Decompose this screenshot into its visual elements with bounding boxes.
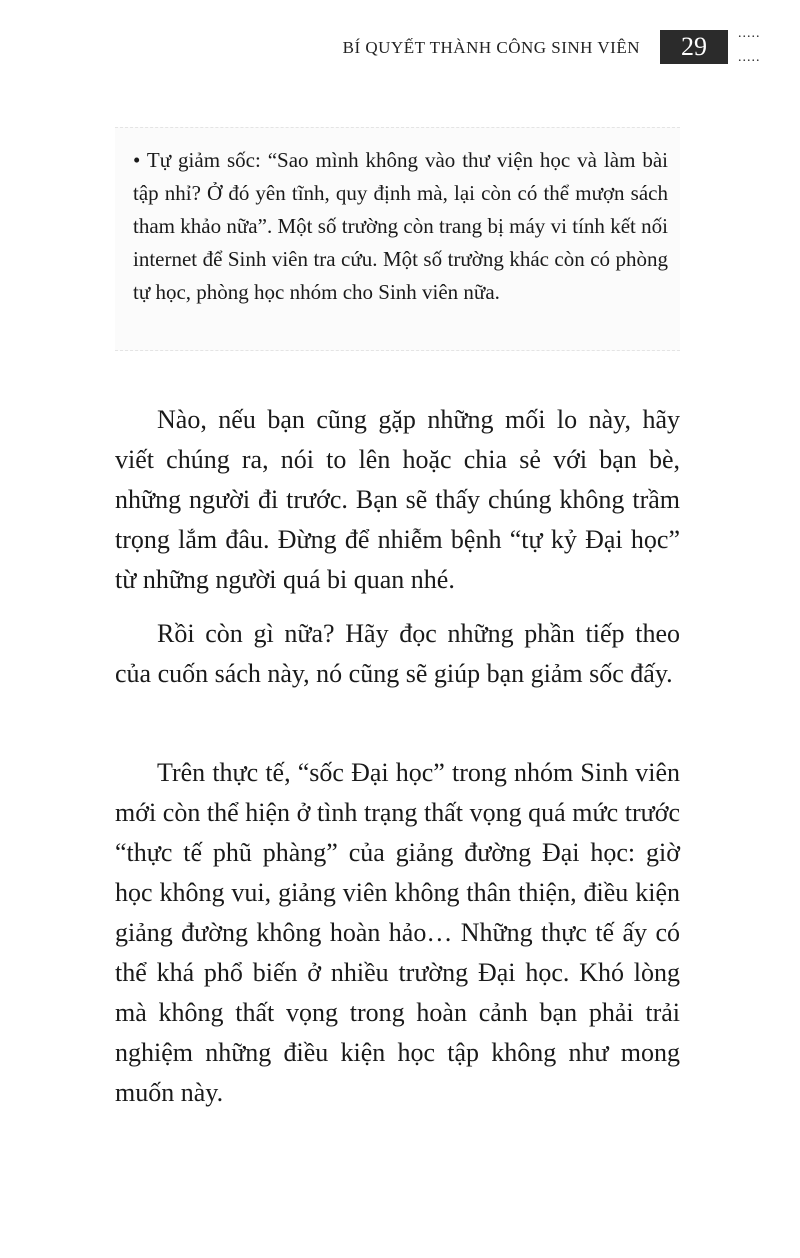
- header-dots-top: .....: [738, 26, 761, 41]
- callout-text: [133, 144, 668, 309]
- paragraph-2: Rồi còn gì nữa? Hãy đọc những phần tiếp theo của cuốn sách này, nó cũng sẽ giúp bạn giảm sốc đấy.: [115, 619, 680, 688]
- paragraph-3: Trên thực tế, “sốc Đại học” trong nhóm Sinh viên mới còn thể hiện ở tình trạng thất vọng quá mức trước “thực tế phũ phàng” của giảng đường Đại học: giờ học không vui, giảng viên không thân thiện, điều kiện giảng đường không hoàn hảo… Những thực tế ấy có thể khá phổ biến ở nhiều trường Đại học. Khó lòng mà không thất vọng trong hoàn cảnh bạn phải trải nghiệm những điều kiện học tập không như mong muốn này.: [115, 758, 680, 1107]
- page-number: 29: [660, 30, 728, 64]
- page-header: [0, 26, 800, 70]
- paragraph-1: Nào, nếu bạn cũng gặp những mối lo này, hãy viết chúng ra, nói to lên hoặc chia sẻ với bạn bè, những người đi trước. Bạn sẽ thấy chúng không trầm trọng lắm đâu. Đừng để nhiễm bệnh “tự kỷ Đại học” từ những người quá bi quan nhé.: [115, 405, 680, 594]
- callout-body: Tự giảm sốc: “Sao mình không vào thư viện học và làm bài tập nhỉ? Ở đó yên tĩnh, quy định mà, lại còn có thể mượn sách tham khảo nữa”. Một số trường còn trang bị máy vi tính kết nối internet để Sinh viên tra cứu. Một số trường khác còn có phòng tự học, phòng học nhóm cho Sinh viên nữa.: [133, 148, 668, 304]
- bullet-icon: •: [133, 148, 141, 172]
- running-title: BÍ QUYẾT THÀNH CÔNG SINH VIÊN: [342, 38, 640, 57]
- header-dots-bottom: .....: [738, 50, 761, 65]
- callout-box: [115, 127, 680, 351]
